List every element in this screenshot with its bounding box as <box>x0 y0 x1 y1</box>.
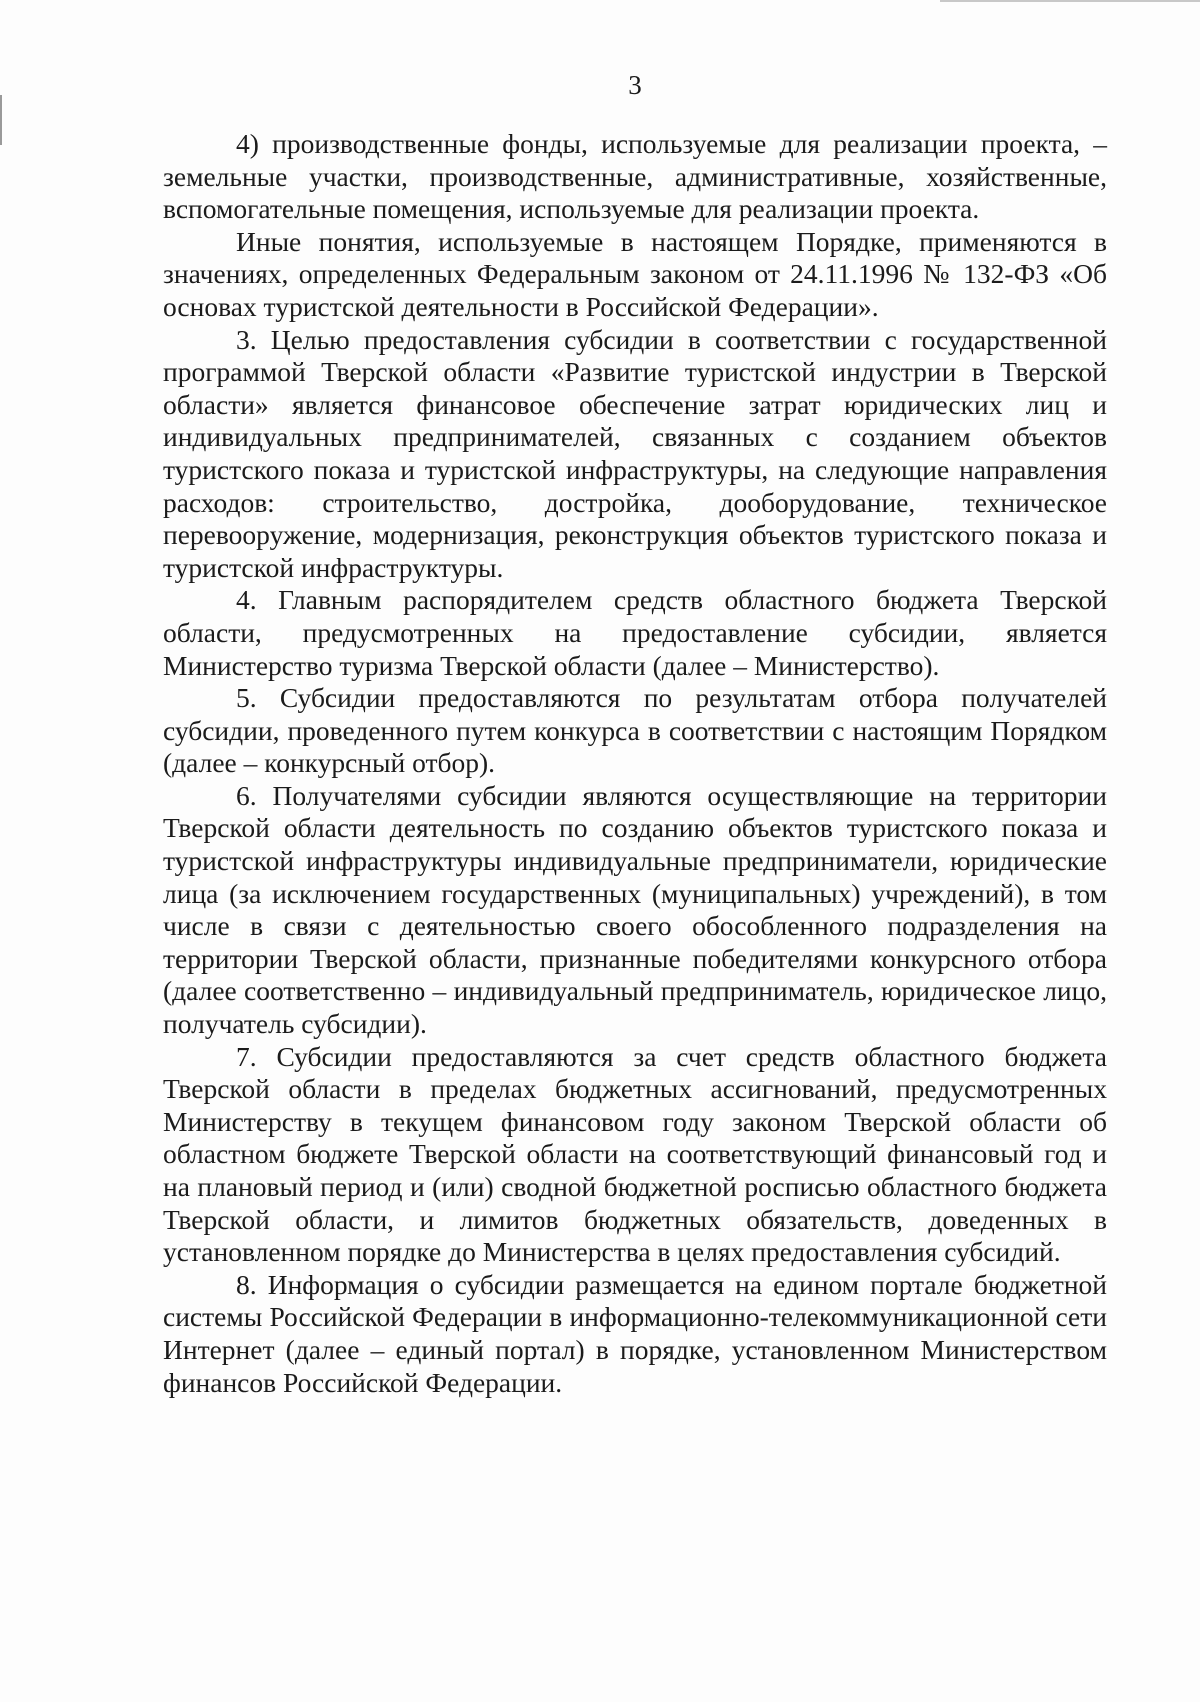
scan-edge-mark <box>940 0 1200 2</box>
document-body <box>163 128 1107 1399</box>
paragraph: 4) производственные фонды, используемые для реализации проекта, – земельные участки, производственные, административные, хозяйственные, вспомогательные помещения, используемые для реализации проекта. <box>163 128 1107 225</box>
paragraph: 8. Информация о субсидии размещается на едином портале бюджетной системы Российской Федерации в информационно-телекоммуникационной сети Интернет (далее – единый портал) в порядке, установленном Министерством финансов Российской Федерации. <box>163 1268 1107 1398</box>
scan-edge-mark <box>0 95 2 145</box>
paragraph: 4. Главным распорядителем средств областного бюджета Тверской области, предусмотренных на предоставление субсидии, является Министерство туризма Тверской области (далее – Министерство). <box>163 584 1107 681</box>
paragraph: 5. Субсидии предоставляются по результатам отбора получателей субсидии, проведенного путем конкурса в соответствии с настоящим Порядком (далее – конкурсный отбор). <box>163 682 1107 779</box>
paragraph: Иные понятия, используемые в настоящем Порядке, применяются в значениях, определенных Федеральным законом от 24.11.1996 № 132-ФЗ «Об основах туристской деятельности в Российской Федерации». <box>163 225 1107 322</box>
paragraph: 3. Целью предоставления субсидии в соответствии с государственной программой Тверской области «Развитие туристской индустрии в Тверской области» является финансовое обеспечение затрат юридических лиц и индивидуальных предпринимателей, связанных с созданием объектов туристского показа и туристской инфраструктуры, на следующие направления расходов: строительство, достройка, дооборудование, техническое перевооружение, модернизация, реконструкция объектов туристского показа и туристской инфраструктуры. <box>163 323 1107 583</box>
paragraph: 7. Субсидии предоставляются за счет средств областного бюджета Тверской области в пределах бюджетных ассигнований, предусмотренных Министерству в текущем финансовом году законом Тверской области об областном бюджете Тверской области на соответствующий финансовый год и на плановый период и (или) сводной бюджетной росписью областного бюджета Тверской области, и лимитов бюджетных обязательств, доведенных в установленном порядке до Министерства в целях предоставления субсидий. <box>163 1040 1107 1268</box>
paragraph: 6. Получателями субсидии являются осуществляющие на территории Тверской области деятельность по созданию объектов туристского показа и туристской инфраструктуры индивидуальные предприниматели, юридические лица (за исключением государственных (муниципальных) учреждений), в том числе в связи с деятельностью своего обособленного подразделения на территории Тверской области, признанные победителями конкурсного отбора (далее соответственно – индивидуальный предприниматель, юридическое лицо, получатель субсидии). <box>163 779 1107 1040</box>
page-number: 3 <box>628 70 642 100</box>
